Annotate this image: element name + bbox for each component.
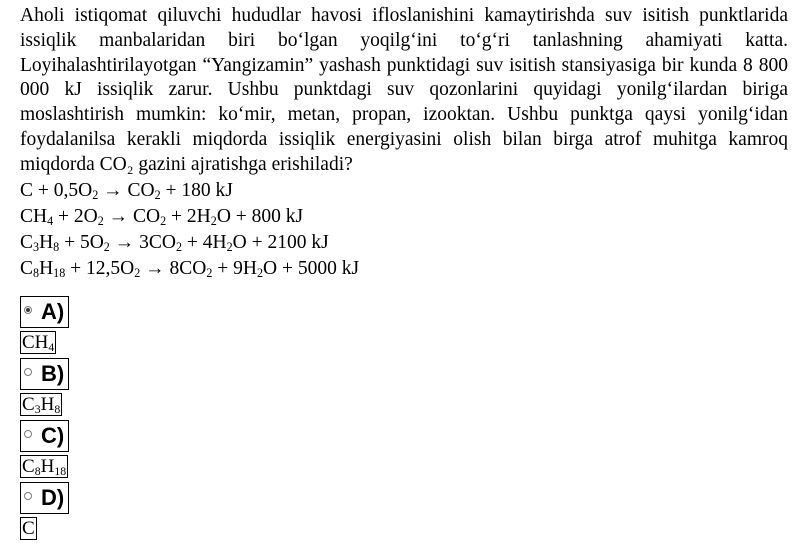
option-answer[interactable]: $C_3H_8$ <box>22 394 61 416</box>
option-letter: C) <box>41 423 65 448</box>
option-answer[interactable]: C <box>22 518 35 539</box>
option-c <box>20 420 69 478</box>
equation: $C_3H_8 + 5O_2 \to 3CO_2 + 4H_2O + 2100$ kJ <box>20 231 329 254</box>
radio-button-icon[interactable] <box>24 368 32 376</box>
option-letter: D) <box>41 485 65 510</box>
equation: $C_8H_{18} + 12,5O_2 \to 8CO_2 + 9H_2O + 5000$ kJ <box>20 257 360 280</box>
radio-button-icon[interactable] <box>24 430 32 438</box>
option-b <box>20 358 69 416</box>
option-d-radio[interactable] <box>20 482 69 514</box>
question-text: Aholi istiqomat qiluvchi hududlar havosi ifloslanishini kamaytirishda suv isitish punktlarida issiqlik manbalaridan biri bo‘lgan yoqilg‘ini to‘g‘ri tanlashning ahamiyati katta. Loyihalashtirilayotgan “Yangizamin” yashash punktidagi suv isitish stansiyasiga bir kunda 8 800 000 kJ issiqlik zarur. Ushbu punktdagi suv qozonlarini quyidagi yonilg‘ilardan biriga moslashtirish mumkin: ko‘mir, metan, propan, izooktan. Ushbu punktga qaysi yonilg‘idan foydalanilsa kerakli miqdorda issiqlik energiyasini olish bilan birga atrof muhitga kamroq miqdorda CO₂ gazini ajratishga erishiladi? <box>20 5 788 175</box>
option-answer[interactable]: $C_8H_{18}$ <box>22 456 67 478</box>
equation: $C + 0,5O_2 \to CO_2 + 180$ kJ <box>20 179 233 202</box>
option-d <box>20 482 69 540</box>
option-letter: A) <box>41 299 65 324</box>
question <box>20 4 788 282</box>
option-a-radio[interactable] <box>20 296 69 328</box>
radio-button-icon[interactable] <box>24 492 32 500</box>
answer-options <box>20 296 69 540</box>
option-letter: B) <box>41 361 65 386</box>
radio-button-icon[interactable] <box>24 306 32 314</box>
option-b-radio[interactable] <box>20 358 69 390</box>
option-c-radio[interactable] <box>20 420 69 452</box>
option-a <box>20 296 69 354</box>
option-answer[interactable]: $CH_4$ <box>22 332 55 354</box>
equation: $CH_4 + 2O_2 \to CO_2 + 2H_2O + 800$ kJ <box>20 205 304 228</box>
